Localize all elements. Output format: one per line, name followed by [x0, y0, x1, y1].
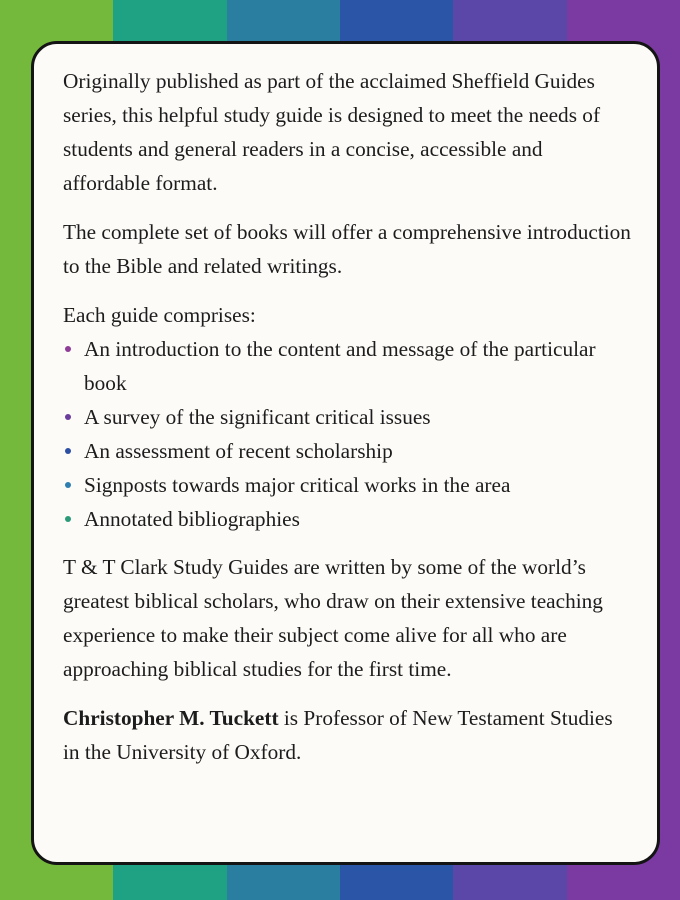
- bullet-icon: [65, 414, 71, 420]
- list-item: [63, 468, 633, 502]
- authors-paragraph: T & T Clark Study Guides are written by some of the world’s greatest biblical scholars, who draw on their extensive teaching experience to make their subject come alive for all who are approaching biblical studies for the first time.: [63, 555, 603, 681]
- list-item-text: Signposts towards major critical works in the area: [84, 473, 511, 497]
- list-item: [63, 434, 633, 468]
- author-bio-text: is Professor of New Testament Studies in the University of Oxford.: [63, 706, 613, 764]
- author-name: Christopher M. Tuckett: [63, 706, 279, 730]
- intro-paragraph: Originally published as part of the acclaimed Sheffield Guides series, this helpful study guide is designed to meet the needs of students and general readers in a concise, accessible and affordable format.: [63, 69, 601, 195]
- bullet-icon: [65, 346, 71, 352]
- list-heading: Each guide comprises:: [63, 303, 256, 327]
- back-cover-text-panel: [31, 41, 660, 865]
- list-item-text: An assessment of recent scholarship: [84, 439, 393, 463]
- list-item: [63, 332, 633, 400]
- guide-contents-list: [63, 332, 633, 536]
- bullet-icon: [65, 516, 71, 522]
- list-item-text: A survey of the significant critical issues: [84, 405, 431, 429]
- bullet-icon: [65, 448, 71, 454]
- bullet-icon: [65, 482, 71, 488]
- author-bio-paragraph: [63, 701, 633, 769]
- set-description-paragraph: The complete set of books will offer a comprehensive introduction to the Bible and related writings.: [63, 220, 631, 278]
- list-item: [63, 400, 633, 434]
- list-item-text: An introduction to the content and message of the particular book: [84, 337, 596, 395]
- list-item: [63, 502, 633, 536]
- list-item-text: Annotated bibliographies: [84, 507, 300, 531]
